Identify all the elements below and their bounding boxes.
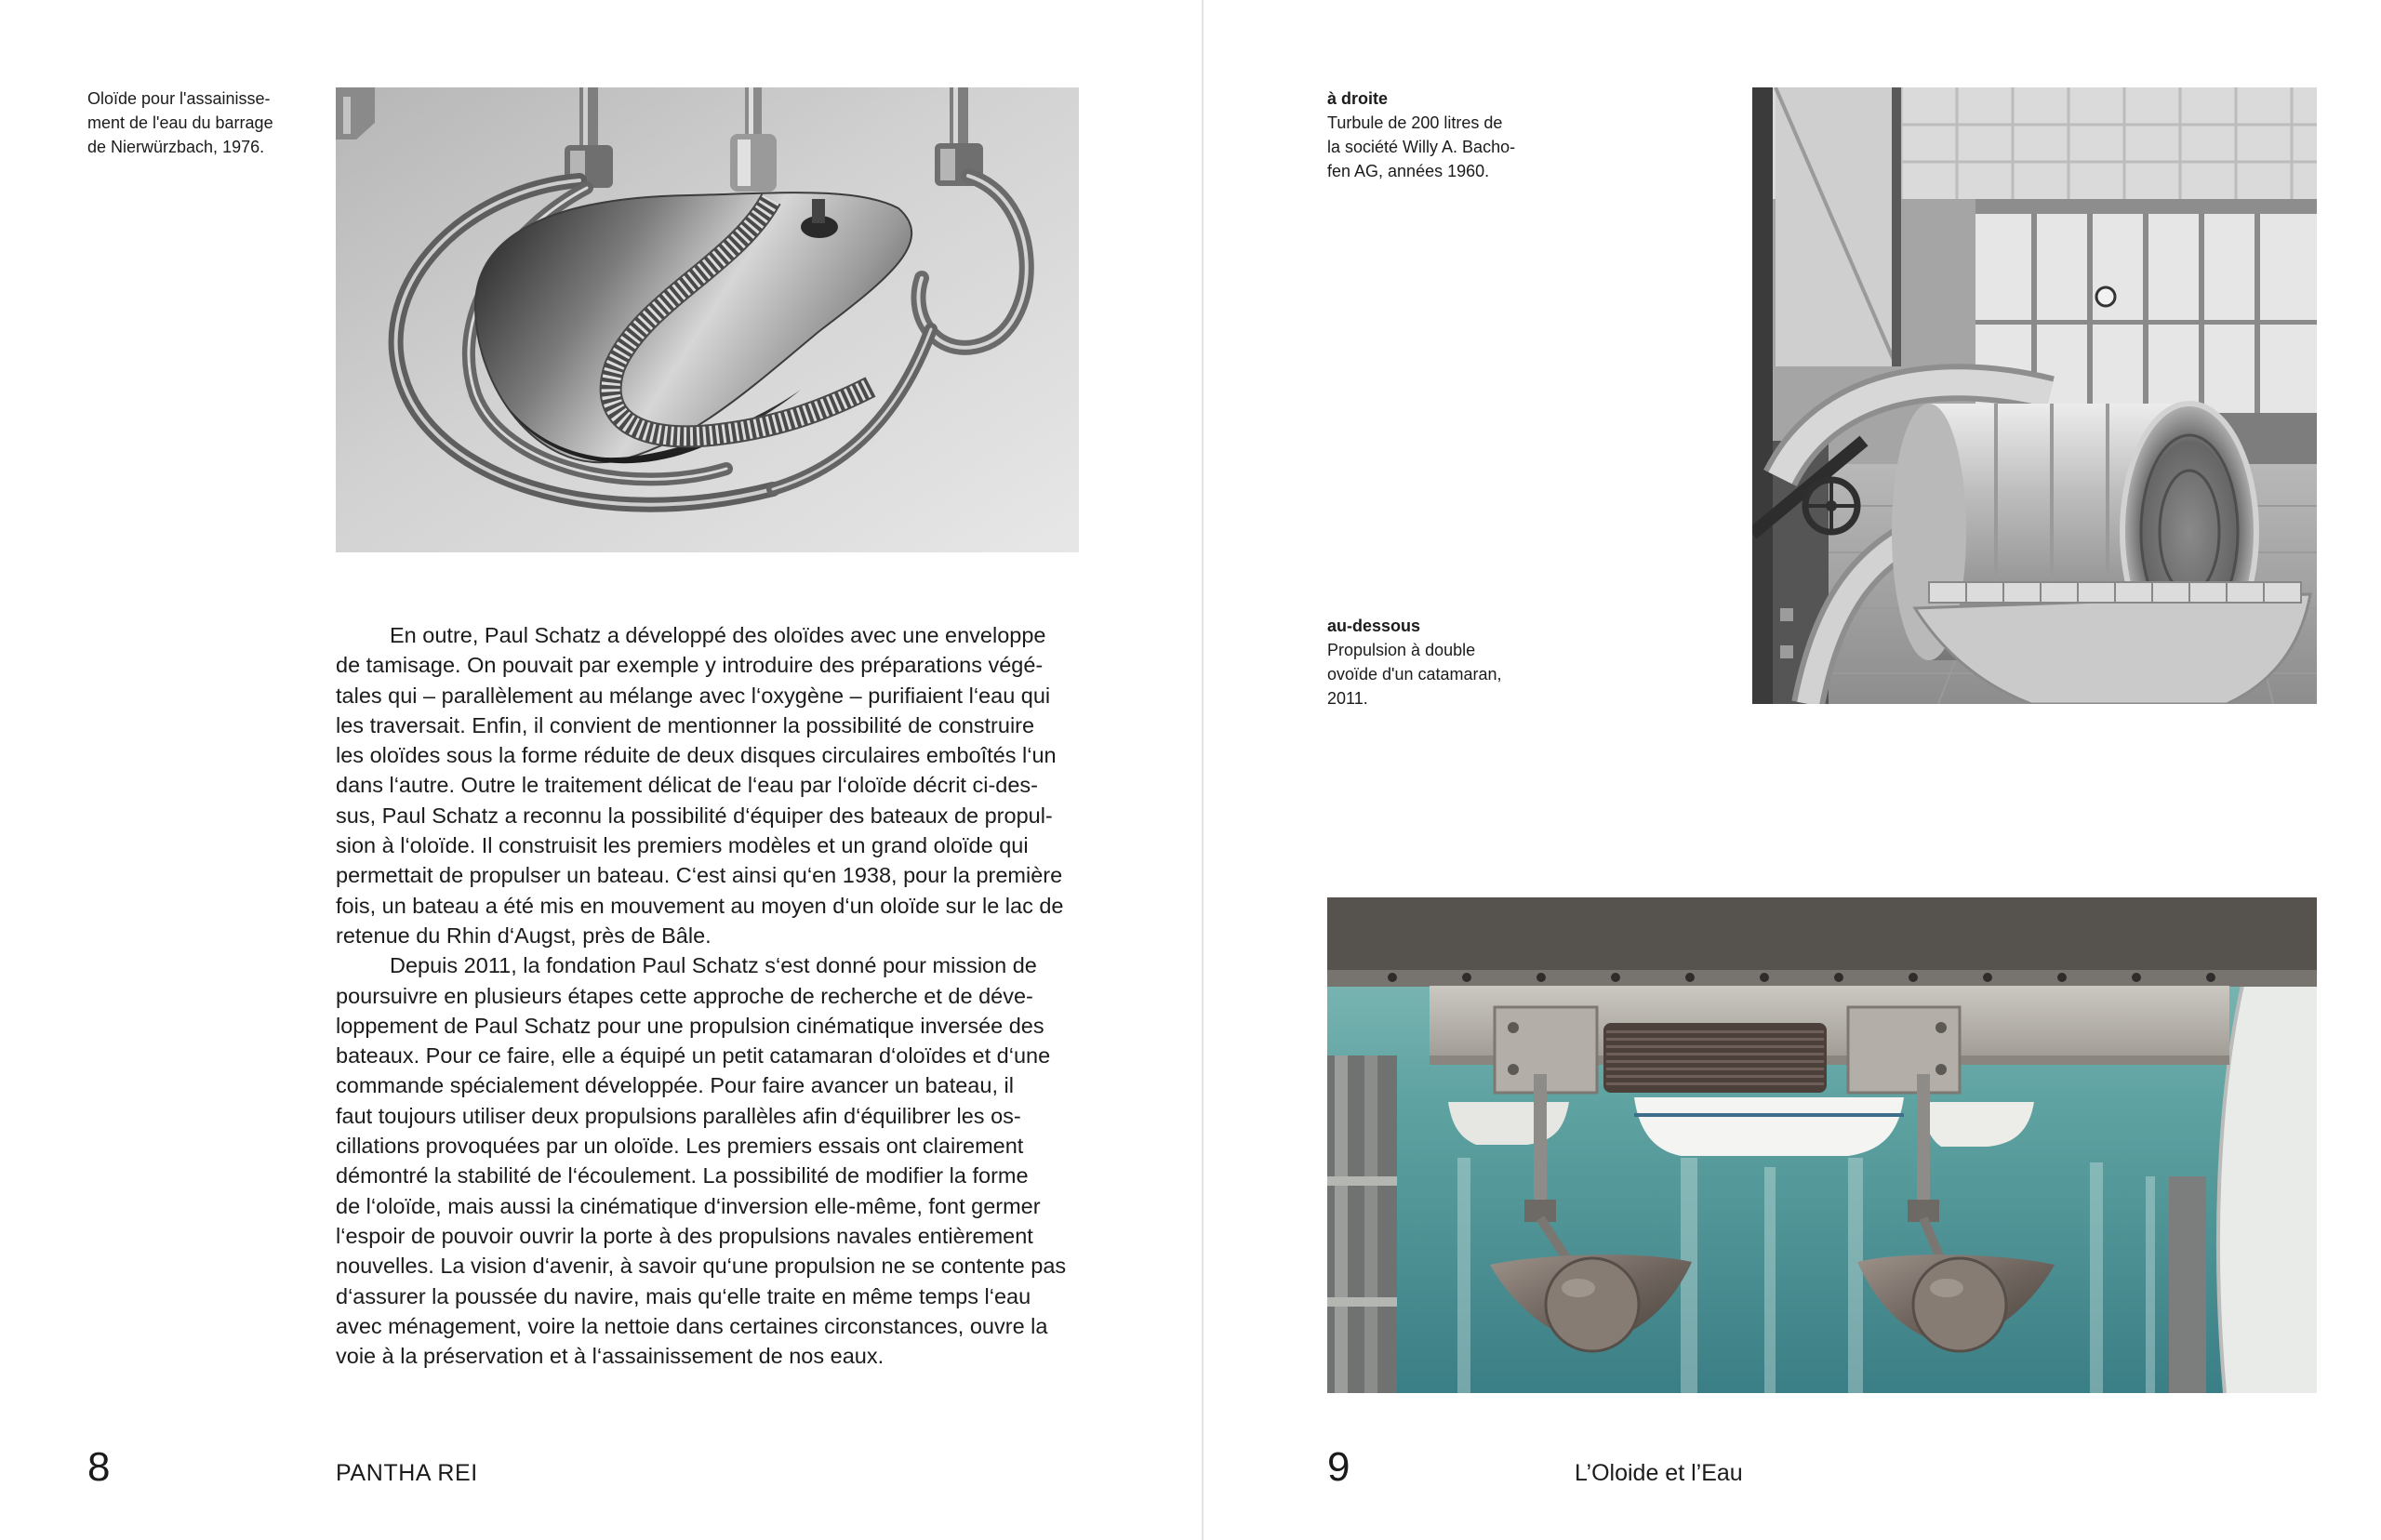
photo-caption-right-top: [1327, 86, 1550, 183]
body-line: les traversait. Enfin, il convient de mentionner la possibilité de construire: [336, 712, 1035, 737]
body-line: bateaux. Pour ce faire, elle a équipé un petit catamaran d‘oloïdes et d‘une: [336, 1043, 1051, 1069]
glass-partition: [1776, 87, 1901, 366]
photo-catamaran-illustration: [1327, 897, 2317, 1393]
caption-line: la société Willy A. Bacho-: [1327, 138, 1516, 156]
body-line: poursuivre en plusieurs étapes cette approche de recherche et de déve-: [336, 983, 1033, 1008]
photo-caption-right-bottom: [1327, 614, 1550, 710]
photo-caption-left: [87, 86, 311, 159]
photo-oloid-water-treatment: [336, 87, 1079, 552]
body-text: [336, 620, 1098, 1371]
ribbed-roller: [1603, 1023, 1827, 1093]
body-line: de l‘oloïde, mais aussi la cinématique d‘inversion elle-même, font germer: [336, 1193, 1041, 1218]
body-line: nouvelles. La vision d‘avenir, à savoir qu‘une propulsion ne se contente pas: [336, 1254, 1067, 1279]
body-line: d‘assurer la poussée du navire, mais qu‘elle traite en même temps l‘eau: [336, 1283, 1031, 1308]
body-line: les oloïdes sous la forme réduite de deux disques circulaires emboîtés l‘un: [336, 743, 1057, 768]
body-line: fois, un bateau a été mis en mouvement au moyen d‘un oloïde sur le lac de: [336, 893, 1064, 918]
caption-line: Turbule de 200 litres de: [1327, 113, 1503, 132]
running-head-left: PANTHA REI: [336, 1460, 478, 1486]
caption-line: fen AG, années 1960.: [1327, 162, 1490, 180]
left-dock: [1327, 1055, 1397, 1393]
body-line: démontré la stabilité de l‘écoulement. La possibilité de modifier la forme: [336, 1163, 1029, 1188]
running-head-right: L’Oloide et l’Eau: [1575, 1460, 1743, 1486]
body-line: faut toujours utiliser deux propulsions parallèles afin d‘équilibrer les os-: [336, 1103, 1021, 1128]
page-number-left: 8: [87, 1444, 111, 1490]
body-line: sus, Paul Schatz a reconnu la possibilité d‘équiper des bateaux de propul-: [336, 803, 1053, 828]
handwheel: [1805, 480, 1857, 532]
page-number-right: 9: [1327, 1444, 1350, 1490]
body-line: Depuis 2011, la fondation Paul Schatz s‘est donné pour mission de: [390, 953, 1037, 978]
body-line: commande spécialement développée. Pour faire avancer un bateau, il: [336, 1073, 1014, 1098]
caption-line: Propulsion à double: [1327, 641, 1476, 659]
caption-position-label: au-dessous: [1327, 617, 1421, 635]
page-gutter-divider: [1202, 0, 1204, 1540]
body-line: cillations provoquées par un oloïde. Les premiers essais ont clairement: [336, 1134, 1024, 1159]
body-line: de tamisage. On pouvait par exemple y introduire des préparations végé-: [336, 653, 1044, 678]
photo-turbula-mixer: [1752, 87, 2317, 704]
caption-line: 2011.: [1327, 689, 1368, 708]
body-line: permettait de propulser un bateau. C‘est ainsi qu‘en 1938, pour la première: [336, 863, 1063, 888]
body-line: retenue du Rhin d‘Augst, près de Bâle.: [336, 923, 712, 948]
body-line: avec ménagement, voire la nettoie dans certaines circonstances, ouvre la: [336, 1313, 1048, 1338]
body-line: dans l‘autre. Outre le traitement délicat de l‘eau par l‘oloïde décrit ci-des-: [336, 773, 1038, 798]
body-line: voie à la préservation et à l‘assainissement de nos eaux.: [336, 1344, 885, 1369]
photo-oloid-illustration: [336, 87, 1079, 552]
caption-line: de Nierwürzbach, 1976.: [87, 138, 265, 156]
caption-line: Oloïde pour l'assainisse-: [87, 89, 271, 108]
body-line: En outre, Paul Schatz a développé des oloïdes avec une enveloppe: [390, 623, 1046, 647]
body-paragraph: [336, 620, 1098, 950]
caption-line: ment de l'eau du barrage: [87, 113, 273, 132]
body-line: l‘espoir de pouvoir ouvrir la porte à des propulsions navales entièrement: [336, 1223, 1033, 1248]
photo-turbula-illustration: [1752, 87, 2317, 704]
body-line: tales qui – parallèlement au mélange avec l‘oxygène – purifiaient l‘eau qui: [336, 683, 1051, 708]
body-line: loppement de Paul Schatz pour une propulsion cinématique inversée des: [336, 1013, 1044, 1038]
caption-position-label: à droite: [1327, 89, 1389, 108]
body-paragraph: [336, 950, 1098, 1371]
caption-line: ovoïde d'un catamaran,: [1327, 665, 1502, 684]
body-line: sion à l‘oloïde. Il construisit les premiers modèles et un grand oloïde qui: [336, 833, 1029, 858]
photo-catamaran-oloid-propulsion: [1327, 897, 2317, 1393]
deck-underside: [1327, 897, 2317, 987]
